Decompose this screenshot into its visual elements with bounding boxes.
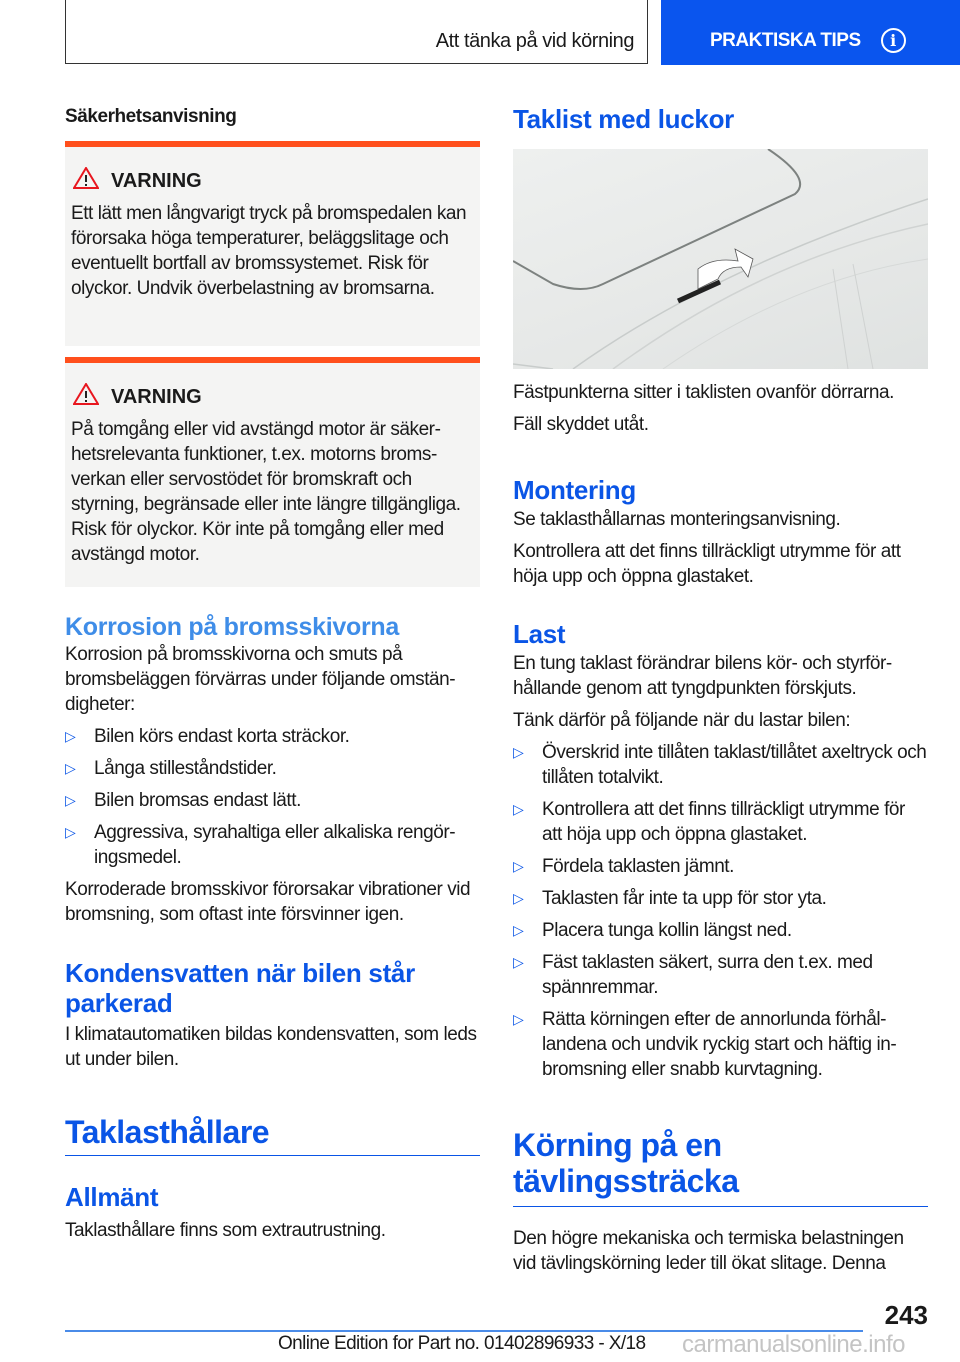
footer-edition: Online Edition for Part no. 01402896933 - X/18 bbox=[278, 1333, 646, 1354]
roof-rail-text: Fästpunkterna sitter i taklisten ovanför dörrarna. Fäll skyddet utåt. bbox=[513, 382, 894, 435]
list-item: ▷ Aggressiva, syrahaltiga eller alkaliska rengöringsmedel. bbox=[65, 822, 456, 868]
divider bbox=[65, 1155, 480, 1156]
info-icon: i bbox=[881, 28, 906, 53]
load-heading: Last bbox=[513, 619, 566, 649]
list-item: ▷ Överskrid inte tillåten taklast/tillåtet axeltryck och tillåten totalvikt. bbox=[513, 742, 927, 788]
corrosion-intro: Korrosion på bromsskivorna och smuts på bromsbeläggen förvärras under följande omständigheter: bbox=[65, 644, 456, 715]
roof-rack-heading: Taklasthållare bbox=[65, 1114, 270, 1150]
warning-triangle-icon bbox=[73, 167, 99, 195]
condensation-section bbox=[65, 958, 480, 1079]
warning-triangle-icon bbox=[73, 383, 99, 411]
load-section: Last En tung taklast förändrar bilens kör- och styrförhållande genom att tyngdpunkten förskjuts. Tänk därför på följande när du lastar bilen: ▷ Överskrid inte tillåten taklast/tillåtet axeltryck och tillåten totalvikt. ▷ Kontrollera att det finns tillräckligt utrymme för att höja upp och öppna glastaket. ▷ Fördela taklasten jämnt. ▷ Taklasten får inte ta upp för stor yta. ▷ Placera tunga kollin längst ned. ▷ Fäst taklasten säkert, surra den t.ex. med spännremmar. ▷ Rätta körningen efter de annorlunda förhållandena och undvik ryckig start och häftig inbromsning eller snabb kurvtagning. bbox=[513, 619, 929, 1089]
corrosion-heading: Korrosion på bromsskivorna bbox=[65, 613, 399, 641]
racetrack-text: Den högre mekaniska och termiska belastningen vid tävlingskörning leder till ökat slitage. Denna bbox=[513, 1228, 904, 1274]
racetrack-heading: Körning på en tävlingssträcka bbox=[513, 1127, 739, 1199]
header-section-title: Att tänka på vid körning bbox=[435, 30, 634, 52]
mounting-heading: Montering bbox=[513, 475, 636, 505]
divider bbox=[513, 1206, 928, 1207]
roof-rack-text: Taklasthållare finns som extrautrustning. bbox=[65, 1220, 386, 1241]
list-item: ▷ Taklasten får inte ta upp för stor yta. bbox=[513, 888, 827, 909]
corrosion-section bbox=[65, 612, 480, 934]
list-item: ▷ Rätta körningen efter de annorlunda förhållandena och undvik ryckig start och häftig inbromsning eller snabb kurvtagning. bbox=[513, 1009, 897, 1080]
list-item: ▷ Fäst taklasten säkert, surra den t.ex. med spännremmar. bbox=[513, 952, 873, 998]
corrosion-outro: Korroderade bromsskivor förorsakar vibrationer vid bromsning, som oftast inte försvinner igen. bbox=[65, 879, 471, 925]
warning-title: VARNING bbox=[111, 385, 202, 408]
roof-rail-heading: Taklist med luckor bbox=[513, 104, 734, 134]
warning-title: VARNING bbox=[111, 169, 202, 192]
header-tab-label: PRAKTISKA TIPS bbox=[710, 29, 861, 51]
condensation-text: I klimatautomatiken bildas kondensvatten, som leds ut under bilen. bbox=[65, 1024, 477, 1070]
warning-text: På tomgång eller vid avstängd motor är säkerhetsrelevanta funktioner, t.ex. motorns bromsverkan eller servostödet för bromskraft och styrning, begränsade eller inte längre tillgängliga. Risk för olyckor. Kör inte på tomgång eller med avstängd motor. bbox=[71, 419, 461, 565]
watermark: carmanualsonline.info bbox=[682, 1331, 905, 1358]
list-item: ▷ Placera tunga kollin längst ned. bbox=[513, 920, 792, 941]
warning-text: Ett lätt men långvarigt tryck på bromspedalen kan förorsaka höga temperaturer, beläggslitage och eventuellt bortfall av bromssystemet. Risk för olyckor. Undvik överbelastning av bromsarna. bbox=[71, 203, 467, 299]
safety-heading: Säkerhetsanvisning bbox=[65, 106, 237, 127]
list-item: ▷ Bilen bromsas endast lätt. bbox=[65, 790, 301, 811]
page-number: 243 bbox=[884, 1300, 928, 1330]
list-item: ▷ Kontrollera att det finns tillräckligt utrymme för att höja upp och öppna glastaket. bbox=[513, 799, 905, 845]
list-item: ▷ Långa stilleståndstider. bbox=[65, 758, 277, 779]
warning-box-2 bbox=[65, 357, 480, 587]
general-heading: Allmänt bbox=[65, 1182, 159, 1212]
condensation-heading: Kondensvatten när bilen står parkerad bbox=[65, 958, 415, 1018]
warning-box-1 bbox=[65, 141, 480, 346]
list-item: ▷ Fördela taklasten jämnt. bbox=[513, 856, 734, 877]
mounting-section: Montering Se taklasthållarnas monteringsanvisning. Kontrollera att det finns tillräckligt utrymme för att höja upp och öppna glastaket. bbox=[513, 475, 929, 596]
header-tab-practical-tips[interactable] bbox=[661, 0, 960, 65]
roof-rail-illustration bbox=[513, 149, 928, 369]
list-item: ▷ Bilen körs endast korta sträckor. bbox=[65, 726, 350, 747]
